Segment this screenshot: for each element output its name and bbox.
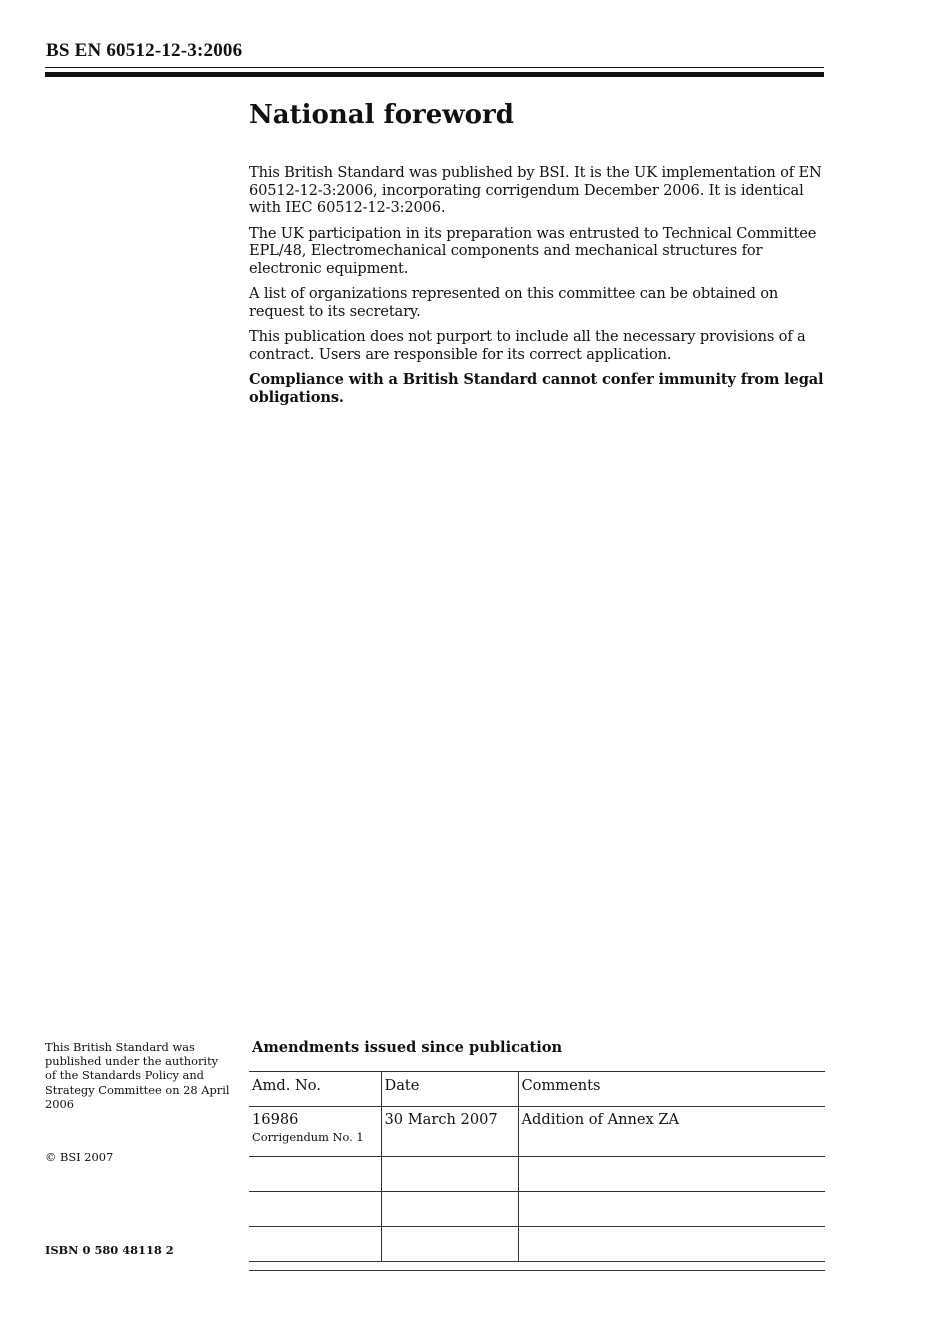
- column-header-date: Date: [381, 1072, 518, 1107]
- header-rule-thin: [45, 67, 824, 68]
- foreword-body: [249, 164, 829, 414]
- copyright-notice: © BSI 2007: [45, 1150, 114, 1164]
- table-row-empty: [249, 1157, 825, 1192]
- amd-no-cell: [249, 1107, 381, 1157]
- amd-no-value: 16986: [252, 1111, 299, 1128]
- page-title: National foreword: [249, 100, 514, 130]
- column-header-comments: Comments: [518, 1072, 825, 1107]
- paragraph-compliance: Compliance with a British Standard cannot confer immunity from legal obligations.: [249, 371, 824, 406]
- comments-cell: Addition of Annex ZA: [518, 1107, 825, 1157]
- amendments-table: [249, 1071, 825, 1262]
- date-cell: 30 March 2007: [381, 1107, 518, 1157]
- footer-rule: [249, 1270, 825, 1271]
- table-row-empty: [249, 1192, 825, 1227]
- table-row-empty: [249, 1227, 825, 1262]
- amd-note: Corrigendum No. 1: [252, 1130, 364, 1144]
- isbn: ISBN 0 580 48118 2: [45, 1243, 174, 1257]
- amendments-title: Amendments issued since publication: [252, 1039, 563, 1056]
- paragraph-organizations: A list of organizations represented on this committee can be obtained on request to its secretary.: [249, 285, 779, 320]
- paragraph-publication: This British Standard was published by BSI. It is the UK implementation of EN 60512-12-3:2006, incorporating corrigendum December 2006. It is identical with IEC 60512-12-3:2006.: [249, 164, 822, 216]
- paragraph-committee: The UK participation in its preparation was entrusted to Technical Committee EPL/48, Electromechanical components and mechanical structures for electronic equipment.: [249, 224, 817, 277]
- authority-note: This British Standard was published under the authority of the Standards Policy and Strategy Committee on 28 April 2006: [45, 1040, 230, 1111]
- paragraph-provisions: This publication does not purport to include all the necessary provisions of a contract. Users are responsible for its correct application.: [249, 328, 806, 363]
- header-rule-thick: [45, 72, 824, 77]
- document-code: BS EN 60512-12-3:2006: [46, 40, 243, 61]
- table-header-row: [249, 1072, 825, 1107]
- table-row: [249, 1107, 825, 1157]
- column-header-amd-no: Amd. No.: [249, 1072, 381, 1107]
